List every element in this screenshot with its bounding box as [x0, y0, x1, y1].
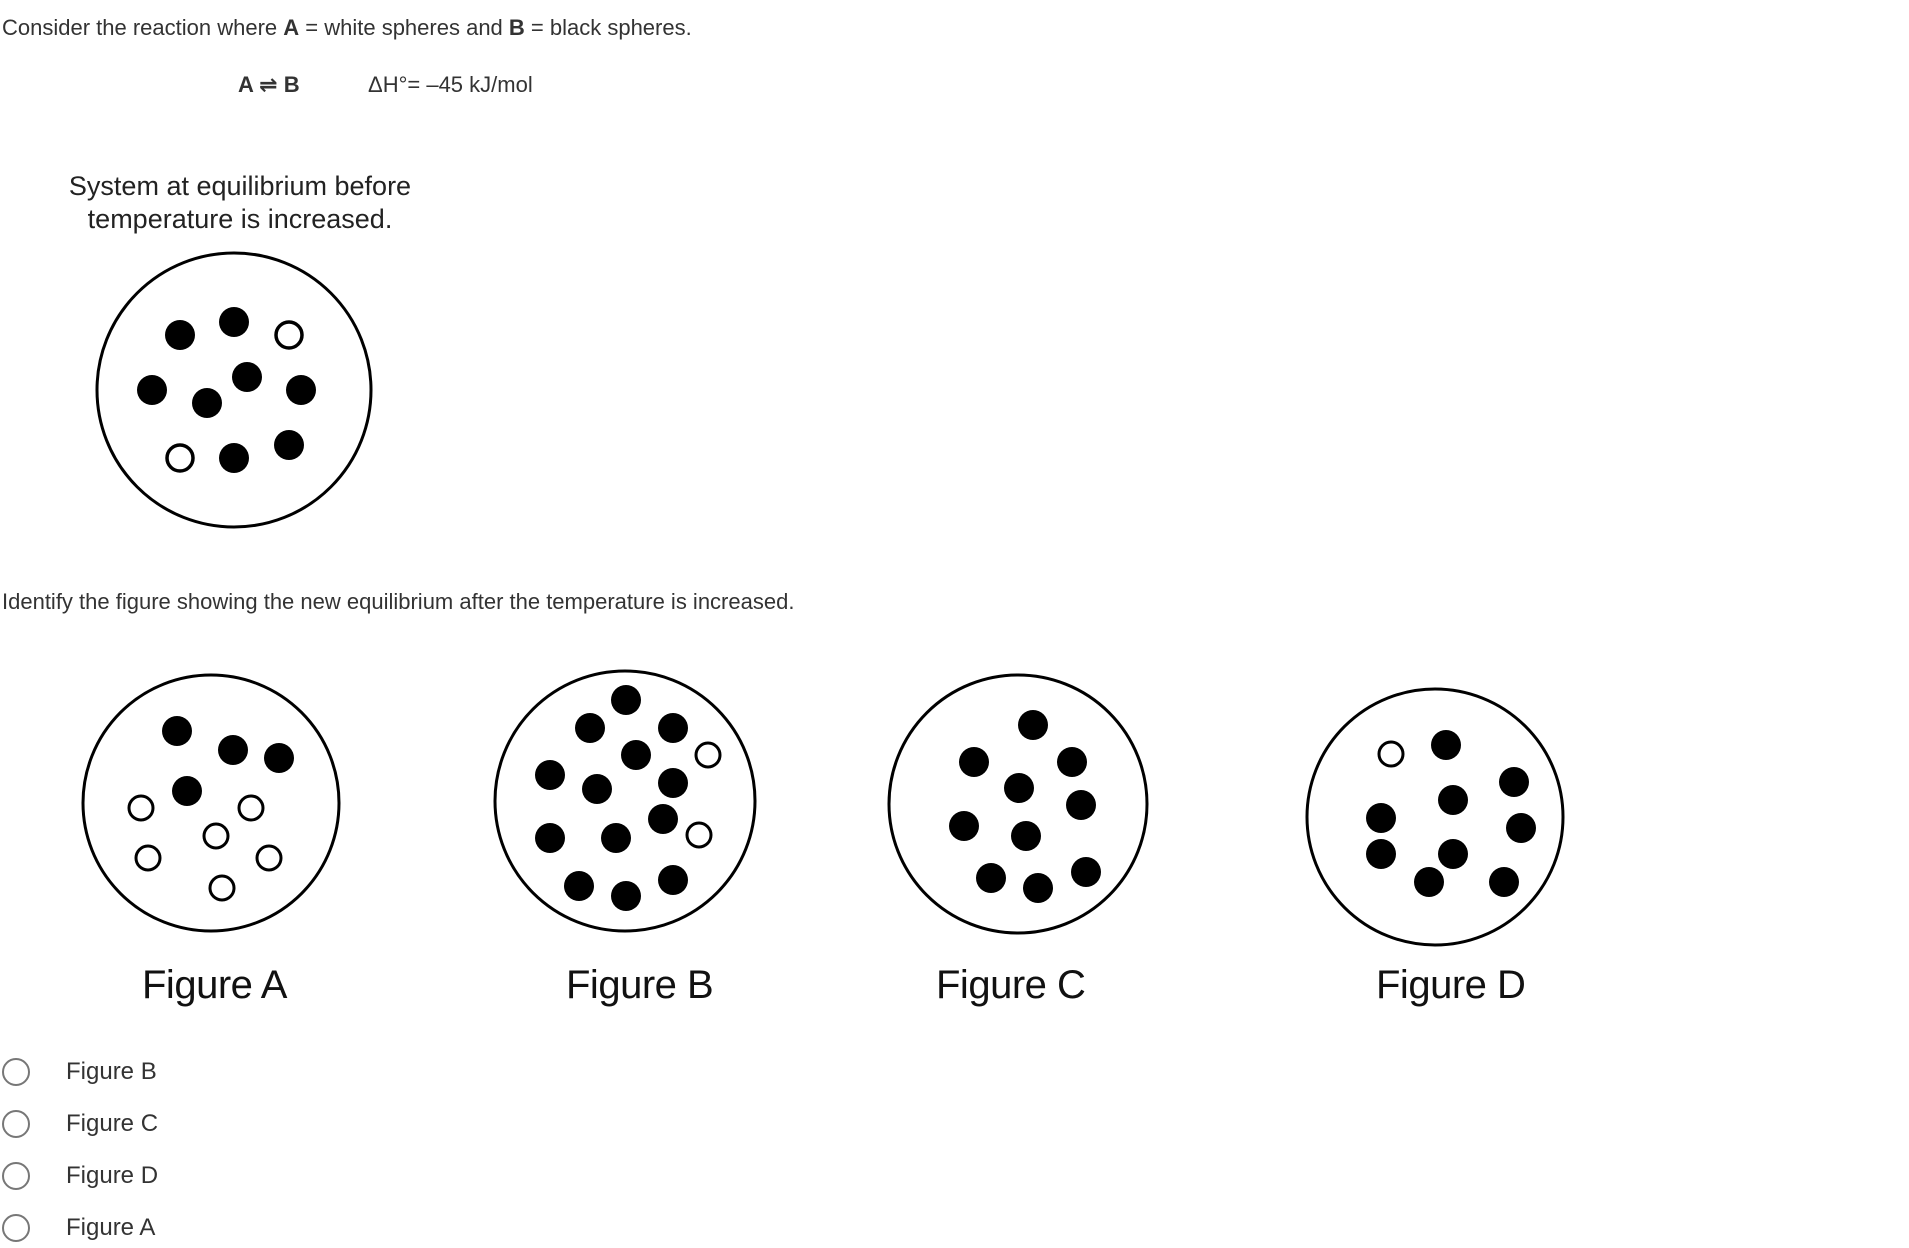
species-a-symbol: A: [283, 15, 300, 40]
system-caption-line1: System at equilibrium before: [68, 171, 412, 201]
white-sphere: [210, 876, 234, 900]
black-sphere: [611, 881, 641, 911]
option-figure-d[interactable]: [2, 1156, 158, 1196]
black-sphere: [535, 760, 565, 790]
black-sphere: [582, 774, 612, 804]
white-sphere: [167, 445, 193, 471]
option-figure-c[interactable]: [2, 1104, 158, 1144]
black-sphere: [1489, 867, 1519, 897]
black-sphere: [1438, 785, 1468, 815]
white-sphere: [136, 846, 160, 870]
black-sphere: [1018, 710, 1048, 740]
black-sphere: [1023, 873, 1053, 903]
black-sphere: [137, 375, 167, 405]
white-sphere: [257, 846, 281, 870]
figure-b-diagram: [492, 668, 758, 934]
black-sphere: [564, 871, 594, 901]
black-sphere: [1506, 813, 1536, 843]
black-sphere: [218, 735, 248, 765]
question-prompt: Identify the figure showing the new equilibrium after the temperature is increased.: [2, 589, 795, 614]
option-label: Figure C: [66, 1110, 159, 1137]
black-sphere: [1431, 730, 1461, 760]
white-sphere: [687, 823, 711, 847]
black-sphere: [165, 320, 195, 350]
black-sphere: [219, 307, 249, 337]
species-b-symbol: B: [508, 15, 525, 40]
black-sphere: [601, 823, 631, 853]
radio-button[interactable]: [2, 1058, 30, 1086]
container-circle: [889, 675, 1147, 933]
white-sphere: [129, 796, 153, 820]
white-sphere: [276, 322, 302, 348]
figure-c-diagram: [886, 672, 1150, 936]
figure-a-label: Figure A: [142, 963, 287, 1007]
option-label: Figure B: [66, 1058, 157, 1085]
figure-d-diagram: [1304, 686, 1566, 948]
figure-c-label: Figure C: [936, 963, 1086, 1007]
question-intro: [2, 14, 692, 42]
radio-button[interactable]: [2, 1162, 30, 1190]
black-sphere: [1011, 821, 1041, 851]
white-sphere: [239, 796, 263, 820]
black-sphere: [274, 430, 304, 460]
reaction-enthalpy: ΔH°= –45 kJ/mol: [368, 72, 533, 97]
black-sphere: [162, 716, 192, 746]
black-sphere: [1066, 790, 1096, 820]
figure-d-label: Figure D: [1376, 963, 1526, 1007]
black-sphere: [1499, 767, 1529, 797]
white-sphere: [204, 824, 228, 848]
black-sphere: [976, 863, 1006, 893]
species-a-desc: = white spheres and: [299, 15, 509, 40]
option-figure-b[interactable]: [2, 1052, 157, 1092]
system-caption: [30, 170, 450, 236]
black-sphere: [535, 823, 565, 853]
black-sphere: [949, 811, 979, 841]
white-sphere: [696, 743, 720, 767]
black-sphere: [575, 713, 605, 743]
black-sphere: [232, 362, 262, 392]
black-sphere: [1414, 867, 1444, 897]
black-sphere: [1438, 839, 1468, 869]
black-sphere: [658, 713, 688, 743]
white-sphere: [1379, 742, 1403, 766]
black-sphere: [1057, 747, 1087, 777]
figure-b-label: Figure B: [566, 963, 714, 1007]
radio-button[interactable]: [2, 1110, 30, 1138]
black-sphere: [219, 443, 249, 473]
black-sphere: [658, 865, 688, 895]
black-sphere: [1004, 773, 1034, 803]
black-sphere: [658, 768, 688, 798]
black-sphere: [192, 388, 222, 418]
option-label: Figure D: [66, 1162, 159, 1189]
black-sphere: [1366, 839, 1396, 869]
system-caption-line2: temperature is increased.: [87, 204, 393, 234]
reaction-equation: A ⇌ B: [238, 72, 300, 97]
black-sphere: [172, 776, 202, 806]
radio-button[interactable]: [2, 1214, 30, 1242]
black-sphere: [1071, 857, 1101, 887]
species-b-desc: = black spheres.: [524, 15, 692, 40]
black-sphere: [648, 804, 678, 834]
option-label: Figure A: [66, 1214, 156, 1241]
black-sphere: [286, 375, 316, 405]
black-sphere: [611, 685, 641, 715]
option-figure-a[interactable]: [2, 1208, 155, 1248]
black-sphere: [1366, 803, 1396, 833]
black-sphere: [264, 743, 294, 773]
black-sphere: [959, 747, 989, 777]
figure-a-diagram: [80, 672, 342, 934]
intro-prefix: Consider the reaction where: [2, 15, 284, 40]
black-sphere: [621, 740, 651, 770]
initial-equilibrium-diagram: [94, 250, 374, 530]
